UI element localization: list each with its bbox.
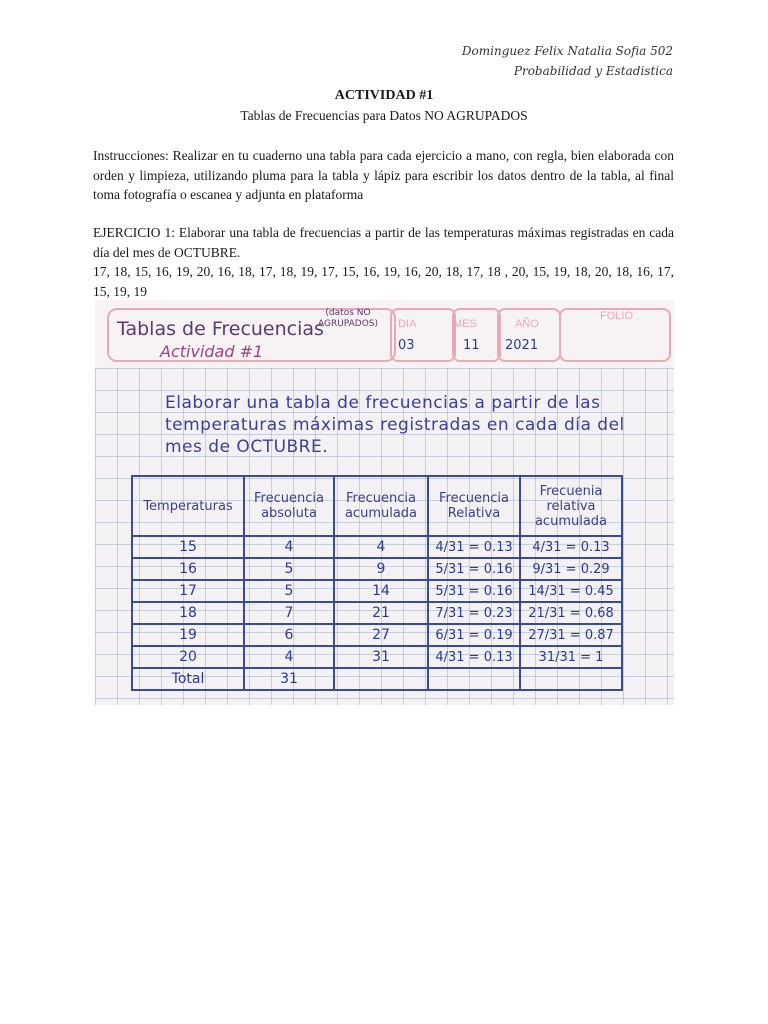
- table-row: [132, 624, 622, 646]
- cell-total-value: 31: [244, 668, 334, 690]
- notebook-photo: [95, 300, 674, 705]
- cell-absolute: 5: [244, 580, 334, 602]
- handwritten-prompt: Elaborar una tabla de frecuencias a partir de las temperaturas máximas registradas en cada día del mes de OCTUBRE.: [165, 393, 625, 457]
- cell-absolute: 7: [244, 602, 334, 624]
- cell-relative: 4/31 = 0.13: [428, 536, 520, 558]
- month-value: 11: [463, 338, 480, 353]
- month-label: MES: [453, 318, 477, 330]
- cell-relative-cumulative: 4/31 = 0.13: [520, 536, 622, 558]
- temperature-data-list: 17, 18, 15, 16, 19, 20, 16, 18, 17, 18, 19, 17, 15, 16, 19, 16, 20, 18, 17, 18 , 20, 15, 19, 18, 20, 18, 16, 17, 15, 19, 19: [93, 264, 674, 299]
- table-row: [132, 536, 622, 558]
- cell-relative: 5/31 = 0.16: [428, 580, 520, 602]
- header-temperaturas: Temperaturas: [132, 476, 244, 536]
- cell-cumulative: 21: [334, 602, 428, 624]
- cell-relative-cumulative: 9/31 = 0.29: [520, 558, 622, 580]
- month-box: [452, 308, 501, 362]
- instructions-paragraph: Instrucciones: Realizar en tu cuaderno una tabla para cada ejercicio a mano, con regla, bien elaborada con orden y limpieza, utilizando pluma para la tabla y lápiz para escribir los datos dentro de la tabla, al final toma fotografía o escanea y adjunta en plataforma: [93, 148, 674, 202]
- cell-empty: [520, 668, 622, 690]
- cell-relative: 7/31 = 0.23: [428, 602, 520, 624]
- cell-absolute: 4: [244, 646, 334, 668]
- table-total-row: [132, 668, 622, 690]
- handwritten-title: Tablas de Frecuencias: [117, 318, 324, 340]
- cell-relative-cumulative: 31/31 = 1: [520, 646, 622, 668]
- day-value: 03: [398, 338, 415, 353]
- table-row: [132, 602, 622, 624]
- table-row: [132, 558, 622, 580]
- year-box: [497, 308, 561, 362]
- author-name: Dominguez Felix Natalia Sofia 502: [461, 44, 673, 58]
- cell-absolute: 4: [244, 536, 334, 558]
- notebook-header: [95, 300, 674, 368]
- cell-cumulative: 9: [334, 558, 428, 580]
- cell-relative: 5/31 = 0.16: [428, 558, 520, 580]
- cell-cumulative: 14: [334, 580, 428, 602]
- cell-total-label: Total: [132, 668, 244, 690]
- cell-empty: [334, 668, 428, 690]
- cell-temperature: 16: [132, 558, 244, 580]
- course-name: Probabilidad y Estadistica: [513, 64, 673, 78]
- cell-relative-cumulative: 14/31 = 0.45: [520, 580, 622, 602]
- frequency-table: [131, 475, 623, 691]
- header-frecuencia-relativa-acumulada: Frecuenia relativa acumulada: [520, 476, 622, 536]
- table-header-row: [132, 476, 622, 536]
- cell-relative: 4/31 = 0.13: [428, 646, 520, 668]
- document-subtitle: Tablas de Frecuencias para Datos NO AGRUPADOS: [240, 108, 528, 123]
- cell-relative-cumulative: 27/31 = 0.87: [520, 624, 622, 646]
- handwritten-subtitle: Actividad #1: [160, 342, 264, 361]
- folio-label: FOLIO: [600, 310, 634, 322]
- handwritten-note: (datos NO AGRUPADOS): [317, 308, 379, 329]
- cell-temperature: 17: [132, 580, 244, 602]
- document-title: ACTIVIDAD #1: [334, 88, 434, 103]
- cell-temperature: 20: [132, 646, 244, 668]
- exercise-paragraph: EJERCICIO 1: Elaborar una tabla de frecuencias a partir de las temperaturas máximas registradas en cada día del mes de OCTUBRE.: [93, 225, 674, 260]
- year-value: 2021: [505, 338, 539, 353]
- table-row: [132, 580, 622, 602]
- day-label: DIA: [398, 318, 417, 330]
- cell-relative: 6/31 = 0.19: [428, 624, 520, 646]
- cell-absolute: 5: [244, 558, 334, 580]
- year-label: AÑO: [515, 318, 539, 330]
- cell-absolute: 6: [244, 624, 334, 646]
- cell-cumulative: 27: [334, 624, 428, 646]
- cell-temperature: 19: [132, 624, 244, 646]
- cell-temperature: 15: [132, 536, 244, 558]
- header-frecuencia-relativa: Frecuencia Relativa: [428, 476, 520, 536]
- cell-empty: [428, 668, 520, 690]
- day-box: [390, 308, 456, 362]
- header-frecuencia-acumulada: Frecuencia acumulada: [334, 476, 428, 536]
- cell-relative-cumulative: 21/31 = 0.68: [520, 602, 622, 624]
- cell-cumulative: 31: [334, 646, 428, 668]
- table-row: [132, 646, 622, 668]
- header-frecuencia-absoluta: Frecuencia absoluta: [244, 476, 334, 536]
- cell-temperature: 18: [132, 602, 244, 624]
- cell-cumulative: 4: [334, 536, 428, 558]
